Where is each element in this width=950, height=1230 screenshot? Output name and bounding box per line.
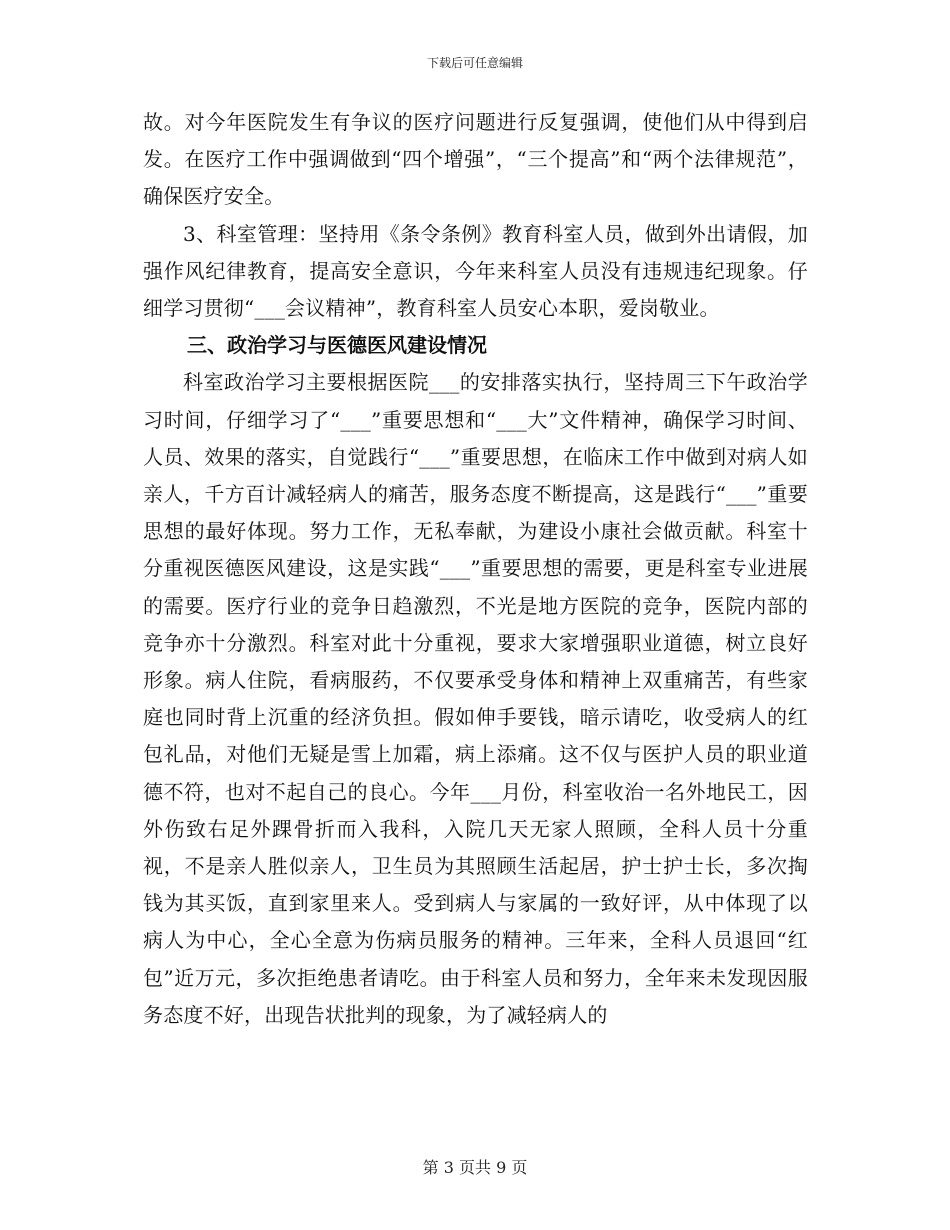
document-body xyxy=(143,104,808,1034)
section-heading: 三、政治学习与医德医风建设情况 xyxy=(187,333,487,358)
paragraph-3: 科室政治学习主要根据医院___的安排落实执行，坚持周三下午政治学习时间，仔细学习了“___”重要思想和“___大”文件精神，确保学习时间、人员、效果的落实，自觉践行“___”重要思想，在临床工作中做到对病人如亲人，千方百计减轻病人的痛苦，服务态度不断提高，这是践行“___”重要思想的最好体现。努力工作，无私奉献，为建设小康社会做贡献。科室十分重视医德医风建设，这是实践“___”重要思想的需要，更是科室专业进展的需要。医疗行业的竞争日趋激烈，不光是地方医院的竞争，医院内部的竞争亦十分激烈。科室对此十分重视，要求大家增强职业道德，树立良好形象。病人住院，看病服药，不仅要承受身体和精神上双重痛苦，有些家庭也同时背上沉重的经济负担。假如伸手要钱，暗示请吃，收受病人的红包礼品，对他们无疑是雪上加霜，病上添痛。这不仅与医护人员的职业道德不符，也对不起自己的良心。今年___月份，科室收治一名外地民工，因外伤致右足外踝骨折而入我科，入院几天无家人照顾，全科人员十分重视，不是亲人胜似亲人，卫生员为其照顾生活起居，护士护士长，多次掏钱为其买饭，直到家里来人。受到病人与家属的一致好评，从中体现了以病人为中心，全心全意为伤病员服务的精神。三年来，全科人员退回“红包”近万元，多次拒绝患者请吃。由于科室人员和努力，全年来未发现因服务态度不好，出现告状批判的现象，为了减轻病人的 xyxy=(143,370,808,1027)
page-footer: 第 3 页共 9 页 xyxy=(422,1158,528,1177)
paragraph-2: 3、科室管理：坚持用《条令条例》教育科室人员，做到外出请假，加强作风纪律教育，提高安全意识，今年来科室人员没有违规违纪现象。仔细学习贯彻“___会议精神”，教育科室人员安心本职，爱岗敬业。 xyxy=(143,221,808,321)
page-header: 下载后可任意编辑 xyxy=(426,56,523,70)
paragraph-1: 故。对今年医院发生有争议的医疗问题进行反复强调，使他们从中得到启发。在医疗工作中强调做到“四个增强”，“三个提高”和“两个法律规范”，确保医疗安全。 xyxy=(143,110,808,209)
